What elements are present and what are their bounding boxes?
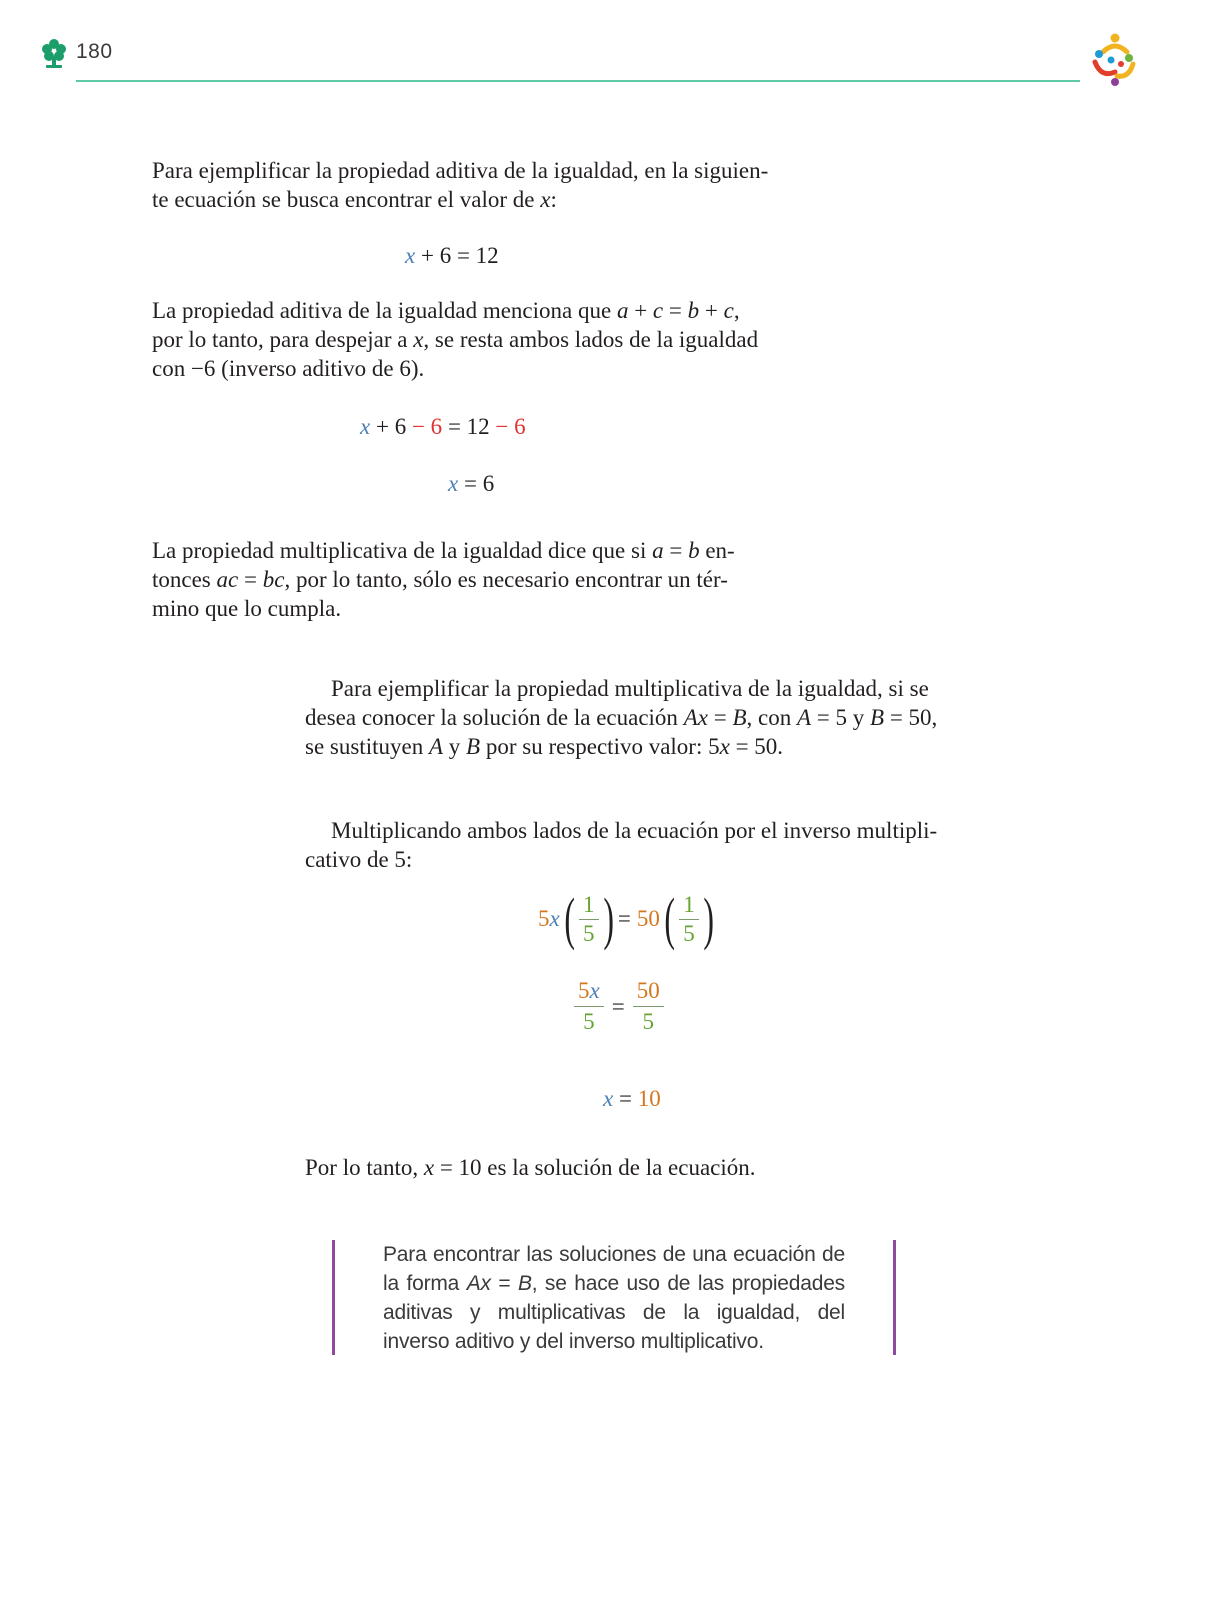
paragraph-conclusion: Por lo tanto, x = 10 es la solución de la ecuación. xyxy=(305,1155,756,1180)
colorful-dancing-figure-logo-icon xyxy=(1085,32,1145,88)
fraction-5x-over-5: $\frac{5x}{5}$ xyxy=(574,976,604,1037)
note-summary: Para encontrar las soluciones de una ecuación de la forma Ax = B, se hace uso de las propiedades aditivas y multiplicativas de la igualdad, del inverso aditivo y del inverso multiplicativo. xyxy=(383,1243,845,1353)
paragraph-multiply-inverse: Multiplicando ambos lados de la ecuación por el inverso multipli- cativo de 5: xyxy=(305,818,938,872)
note-left-bar xyxy=(332,1240,335,1355)
equation-x-equals-6: x = 6 xyxy=(448,471,495,496)
fraction-one-fifth-right: $\frac{1}{5}$ xyxy=(679,891,699,948)
equation-subtract-6: x + 6 − 6 = 12 − 6 xyxy=(360,414,526,439)
fraction-50-over-5: $\frac{50}{5}$ xyxy=(633,976,664,1037)
header-rule xyxy=(76,80,1080,82)
paragraph-additive-intro: Para ejemplificar la propiedad aditiva de la igualdad, en la siguien- te ecuación se busca encontrar el valor de x: xyxy=(152,158,769,212)
page-number: 180 xyxy=(76,40,113,63)
paragraph-multiplicative-property: La propiedad multiplicativa de la igualdad dice que si a = b en- tonces ac = bc, por lo tanto, sólo es necesario encontrar un tér- mino que lo cumpla. xyxy=(152,538,735,621)
equation-divide-by-5: $\frac{5x}{5}$ = $\frac{50}{5}$ xyxy=(574,976,664,1037)
note-right-bar xyxy=(893,1240,896,1355)
equation-multiply-by-one-fifth: 5 x ( $\frac{1}{5}$ ) = 50 ( $\frac{1}{5}$ ) xyxy=(538,886,714,951)
tree-icon xyxy=(40,38,68,70)
paragraph-additive-property: La propiedad aditiva de la igualdad menciona que a + c = b + c, por lo tanto, para despejar a x, se resta ambos lados de la igualdad con −6 (inverso aditivo de 6). xyxy=(152,298,759,381)
equation-x-equals-10: x = 10 xyxy=(603,1086,661,1111)
equation-x-plus-6: x + 6 = 12 xyxy=(405,243,499,268)
paragraph-multiplicative-example: Para ejemplificar la propiedad multiplicativa de la igualdad, si se desea conocer la solución de la ecuación Ax = B, con A = 5 y B = 50, se sustituyen A y B por su respectivo valor: 5x = 50. xyxy=(305,676,938,759)
fraction-one-fifth-left: $\frac{1}{5}$ xyxy=(579,891,599,948)
